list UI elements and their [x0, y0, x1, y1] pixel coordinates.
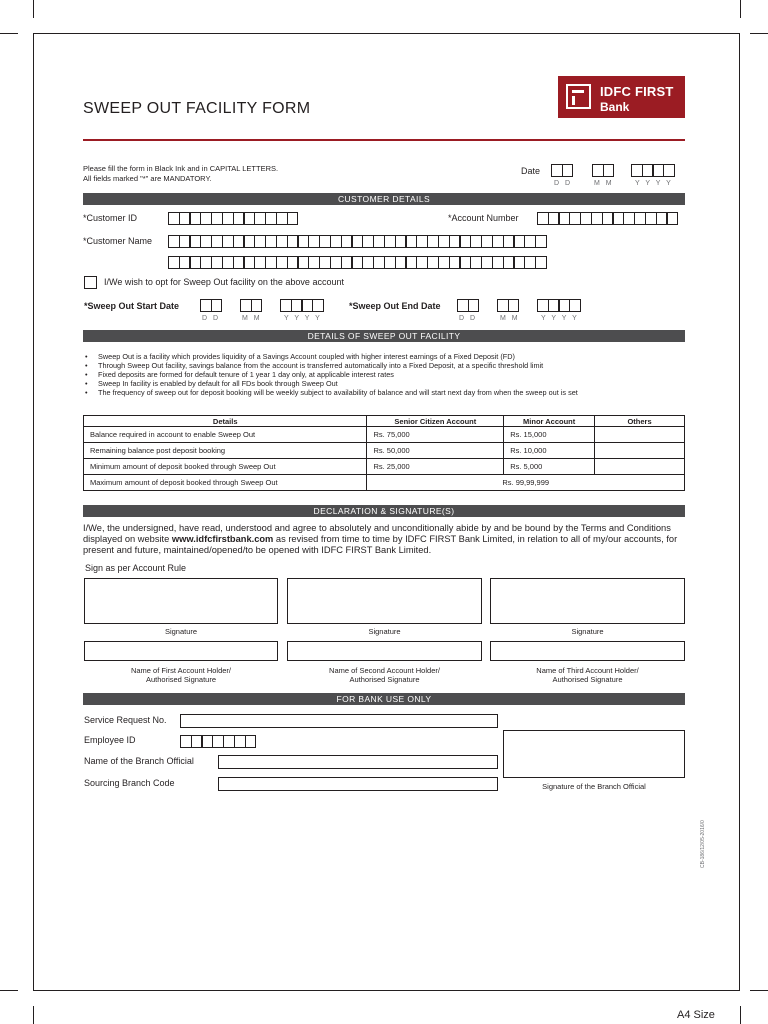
column-header: Details [84, 416, 367, 427]
table-cell[interactable] [595, 459, 685, 475]
customer-name-label: *Customer Name [83, 236, 153, 246]
service-request-label: Service Request No. [84, 715, 167, 725]
form-code: CB-186/12/05-2016/0 [700, 820, 706, 868]
table-cell: Rs. 75,000 [367, 427, 504, 443]
holder-caption-line: Name of Third Account Holder/ [536, 666, 639, 675]
sign-rule-label: Sign as per Account Rule [85, 563, 187, 573]
end-date-dd-hint: D D [459, 315, 478, 322]
date-yyyy-hint: Y Y Y Y [635, 180, 673, 187]
start-date-yyyy-hint: Y Y Y Y [284, 315, 322, 322]
holder-caption-line: Authorised Signature [552, 675, 623, 684]
declaration-text [83, 523, 687, 556]
sweep-limits-table [83, 415, 685, 491]
website-link[interactable]: www.idfcfirstbank.com [171, 534, 274, 544]
signature-caption: Signature [368, 627, 401, 636]
form-title: SWEEP OUT FACILITY FORM [83, 100, 311, 117]
customer-id-label: *Customer ID [83, 213, 138, 223]
crop-mark [0, 990, 18, 991]
table-cell[interactable] [595, 427, 685, 443]
crop-mark [0, 33, 18, 34]
employee-id-label: Employee ID [84, 735, 136, 745]
holder-caption-line: Authorised Signature [145, 675, 217, 684]
signature-caption: Signature [164, 627, 198, 636]
date-label: Date [521, 166, 541, 176]
list-item: • Sweep In facility is enabled by default for all FDs book through Sweep Out [83, 379, 687, 388]
table-cell: Rs. 10,000 [504, 443, 595, 459]
table-cell: Rs. 15,000 [504, 427, 595, 443]
table-cell: Rs. 25,000 [367, 459, 504, 475]
signature-caption: Signature [571, 627, 604, 636]
holder-caption-line: Authorised Signature [349, 675, 420, 684]
end-date-dd-input[interactable] [457, 299, 479, 312]
end-date-yyyy-input[interactable] [537, 299, 581, 312]
start-date-dd-hint: D D [202, 315, 221, 322]
column-header: Others [595, 416, 685, 427]
table-cell: Maximum amount of deposit booked through Sweep Out [84, 475, 367, 491]
section-declaration: DECLARATION & SIGNATURE(S) [83, 505, 685, 517]
holder-caption-third [490, 666, 685, 684]
facility-bullet-list [83, 352, 687, 397]
account-number-input[interactable] [537, 212, 678, 225]
crop-mark [740, 1006, 741, 1024]
list-item: • Through Sweep Out facility, savings balance from the account is transferred automatically into a Fixed Deposit, at a specific threshold limit [83, 361, 687, 370]
end-date-yyyy-hint: Y Y Y Y [541, 315, 579, 322]
holder-caption-second [287, 666, 482, 684]
employee-id-input[interactable] [180, 735, 256, 748]
list-item: • Sweep Out is a facility which provides liquidity of a Savings Account coupled with higher interest earnings of a Fixed Deposit (FD) [83, 352, 687, 361]
list-item: • Fixed deposits are formed for default tenure of 1 year 1 day only, at applicable interest rates [83, 370, 687, 379]
name-box-third[interactable] [490, 641, 685, 661]
bank-logo [558, 76, 685, 118]
date-dd-input[interactable] [551, 164, 573, 177]
holder-caption-line: Name of First Account Holder/ [130, 666, 232, 675]
start-date-mm-input[interactable] [240, 299, 262, 312]
account-number-label: *Account Number [448, 213, 519, 223]
branch-code-input[interactable] [218, 777, 498, 791]
logo-icon [566, 84, 591, 109]
section-customer-details: CUSTOMER DETAILS [83, 193, 685, 205]
holder-caption-first [84, 666, 278, 684]
column-header: Minor Account [504, 416, 595, 427]
header-divider [83, 139, 685, 141]
end-date-mm-hint: M M [500, 315, 520, 322]
crop-mark [33, 0, 34, 18]
name-box-second[interactable] [287, 641, 482, 661]
table-header-row [84, 416, 685, 427]
table-cell: Rs. 5,000 [504, 459, 595, 475]
table-cell: Rs. 50,000 [367, 443, 504, 459]
table-row [84, 443, 685, 459]
customer-name-input-line2[interactable] [168, 256, 547, 269]
name-box-first[interactable] [84, 641, 278, 661]
table-row [84, 459, 685, 475]
branch-official-input[interactable] [218, 755, 498, 769]
holder-caption-line: Name of Second Account Holder/ [329, 666, 440, 675]
signature-box-second[interactable] [287, 578, 482, 624]
table-row [84, 475, 685, 491]
date-mm-hint: M M [594, 180, 614, 187]
signature-box-third[interactable] [490, 578, 685, 624]
instruction-line: Please fill the form in Black Ink and in CAPITAL LETTERS. [83, 164, 279, 173]
table-cell: Rs. 99,99,999 [367, 475, 685, 491]
page-size-label: A4 Size [677, 1009, 715, 1021]
opt-in-checkbox[interactable] [84, 276, 97, 289]
crop-mark [740, 0, 741, 18]
signature-box-first[interactable] [84, 578, 278, 624]
column-header: Senior Citizen Account [367, 416, 504, 427]
instructions [83, 164, 278, 184]
crop-mark [750, 990, 768, 991]
list-item: • The frequency of sweep out for deposit booking will be weekly subject to availability of balance and will start next day from when the sweep out is set [83, 388, 687, 397]
crop-mark [33, 1006, 34, 1024]
table-cell: Remaining balance post deposit booking [84, 443, 367, 459]
end-date-label: *Sweep Out End Date [349, 301, 441, 311]
section-sweep-out-details: DETAILS OF SWEEP OUT FACILITY [83, 330, 685, 342]
date-mm-input[interactable] [592, 164, 614, 177]
customer-id-input[interactable] [168, 212, 298, 225]
customer-name-input-line1[interactable] [168, 235, 547, 248]
section-bank-use: FOR BANK USE ONLY [83, 693, 685, 705]
start-date-dd-input[interactable] [200, 299, 222, 312]
logo-text: IDFC FIRST [600, 84, 674, 99]
table-cell: Minimum amount of deposit booked through Sweep Out [84, 459, 367, 475]
end-date-mm-input[interactable] [497, 299, 519, 312]
declaration-text-part: I/We, the undersigned, have read, understood and agree to absolutely and unconditionally abide by and be bound by the Terms and Conditions displayed on website [83, 523, 671, 544]
branch-code-label: Sourcing Branch Code [84, 778, 175, 788]
table-cell[interactable] [595, 443, 685, 459]
date-yyyy-input[interactable] [631, 164, 675, 177]
instruction-line: All fields marked "*" are MANDATORY. [83, 174, 212, 183]
branch-official-label: Name of the Branch Official [84, 756, 194, 766]
crop-mark [750, 33, 768, 34]
logo-subtext: Bank [600, 100, 630, 114]
start-date-label: *Sweep Out Start Date [84, 301, 180, 311]
start-date-yyyy-input[interactable] [280, 299, 324, 312]
official-signature-caption: Signature of the Branch Official [542, 782, 646, 791]
service-request-input[interactable] [180, 714, 498, 728]
table-row [84, 427, 685, 443]
opt-in-label: I/We wish to opt for Sweep Out facility on the above account [104, 277, 344, 287]
declaration-text-part: as revised from time to time by IDFC FIRST Bank Limited, in relation to all of my/our accounts, for present and future, maintained/opened/to be opened with IDFC FIRST Bank Limited. [83, 534, 678, 555]
start-date-mm-hint: M M [242, 315, 262, 322]
official-signature-box[interactable] [503, 730, 685, 778]
date-dd-hint: D D [554, 180, 573, 187]
table-cell: Balance required in account to enable Sweep Out [84, 427, 367, 443]
